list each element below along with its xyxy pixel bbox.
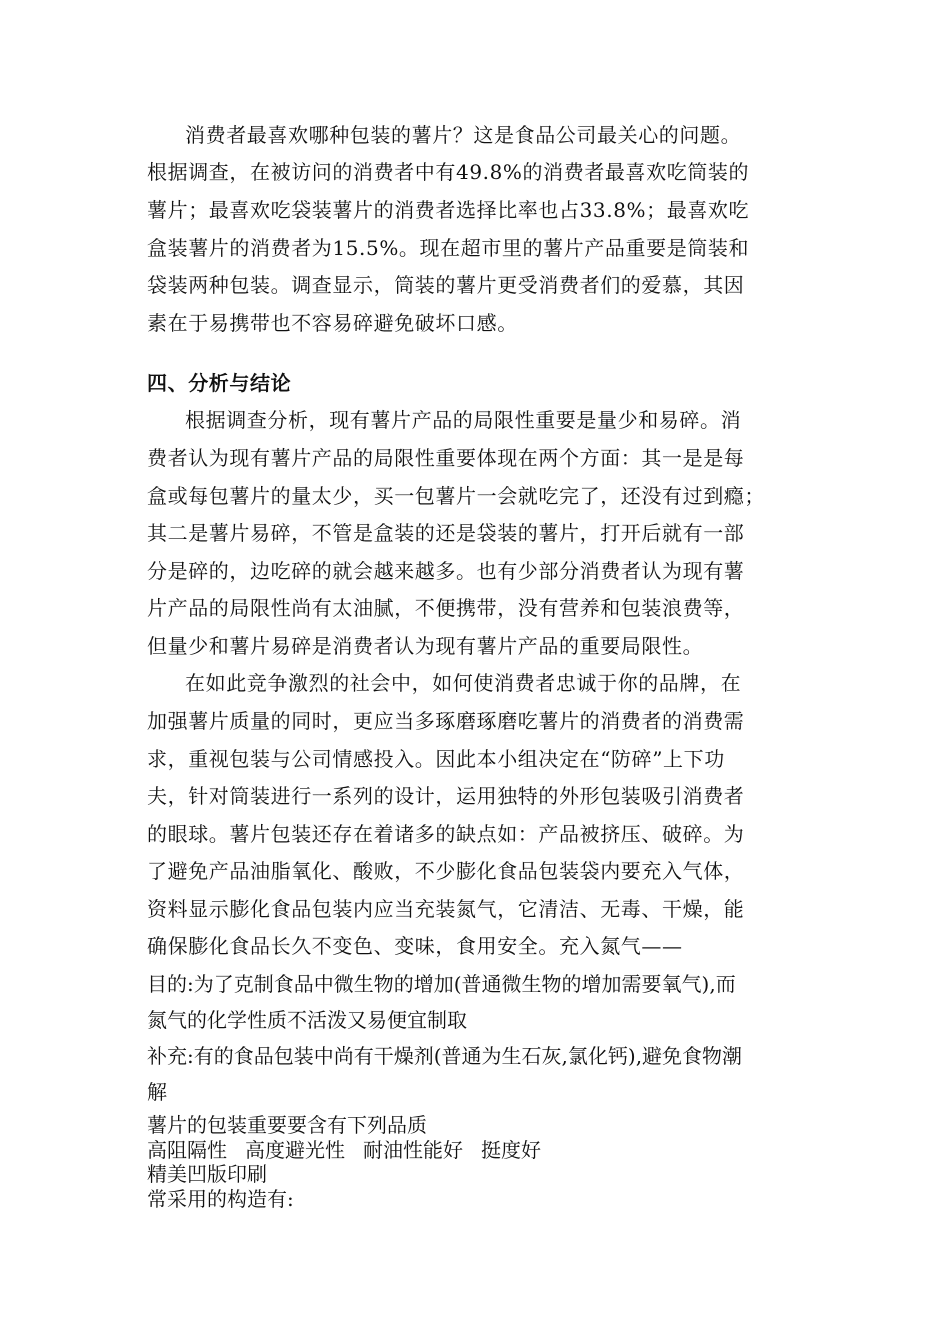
paragraph2-line-6: 片产品的局限性尚有太油腻，不便携带，没有营养和包装浪费等，	[147, 596, 745, 620]
paragraph2-line-1: 根据调查分析，现有薯片产品的局限性重要是量少和易碎。消	[185, 408, 742, 432]
paragraph3-line-5: 的眼球。薯片包装还存在着诸多的缺点如：产品被挤压、破碎。为	[147, 822, 745, 846]
paragraph3-line-4: 夫，针对筒装进行一系列的设计，运用独特的外形包装吸引消费者	[147, 784, 745, 808]
paragraph1-line-3: 薯片；最喜欢吃袋装薯片的消费者选择比率也占33.8%；最喜欢吃	[147, 198, 750, 222]
quality-item: 高度避光性	[245, 1138, 345, 1162]
quality-item: 耐油性能好	[363, 1138, 463, 1162]
qualities-intro: 薯片的包装重要要含有下列品质	[147, 1113, 427, 1137]
paragraph3-line-8: 确保膨化食品长久不变色、变味，食用安全。充入氮气——	[147, 934, 683, 958]
paragraph2-line-7: 但量少和薯片易碎是消费者认为现有薯片产品的重要局限性。	[147, 634, 704, 658]
quality-item: 高阻隔性	[147, 1138, 227, 1162]
paragraph1-line-4: 盒装薯片的消费者为15.5%。现在超市里的薯片产品重要是筒装和	[147, 236, 750, 260]
paragraph1-line-5: 袋装两种包装。调查显示，筒装的薯片更受消费者们的爱慕，其因	[147, 273, 745, 297]
supplement-line-2: 解	[147, 1080, 167, 1104]
paragraph3-line-6: 了避免产品油脂氧化、酸败，不少膨化食品包装袋内要充入气体，	[147, 859, 745, 883]
supplement-line-1: 补充:有的食品包装中尚有干燥剂(普通为生石灰,氯化钙),避免食物潮	[147, 1044, 743, 1068]
paragraph1-line-1: 消费者最喜欢哪种包装的薯片？这是食品公司最关心的问题。	[185, 123, 742, 147]
quality-item: 挺度好	[481, 1138, 541, 1162]
paragraph2-line-4: 其二是薯片易碎，不管是盒装的还是袋装的薯片，打开后就有一部	[147, 521, 745, 545]
paragraph1-line-2: 根据调查，在被访问的消费者中有49.8%的消费者最喜欢吃筒装的	[147, 160, 750, 184]
printing-line: 精美凹版印刷	[147, 1162, 267, 1186]
purpose-line-2: 氮气的化学性质不活泼又易便宜制取	[147, 1008, 467, 1032]
paragraph3-line-3: 求，重视包装与公司情感投入。因此本小组决定在“防碎”上下功	[147, 747, 725, 771]
paragraph3-line-1: 在如此竞争激烈的社会中，如何使消费者忠诚于你的品牌，在	[185, 671, 742, 695]
paragraph2-line-3: 盒或每包薯片的量太少，买一包薯片一会就吃完了，还没有过到瘾；	[147, 484, 765, 508]
paragraph1-line-6: 素在于易携带也不容易碎避免破坏口感。	[147, 311, 518, 335]
paragraph3-line-7: 资料显示膨化食品包装内应当充装氮气，它清洁、无毒、干燥，能	[147, 897, 745, 921]
section-heading: 四、分析与结论	[147, 371, 292, 395]
paragraph2-line-2: 费者认为现有薯片产品的局限性重要体现在两个方面：其一是是每	[147, 446, 745, 470]
purpose-line-1: 目的:为了克制食品中微生物的增加(普通微生物的增加需要氧气),而	[147, 972, 736, 996]
paragraph3-line-2: 加强薯片质量的同时，更应当多琢磨琢磨吃薯片的消费者的消费需	[147, 709, 745, 733]
paragraph2-line-5: 分是碎的，边吃碎的就会越来越多。也有少部分消费者认为现有薯	[147, 559, 745, 583]
structure-intro: 常采用的构造有:	[147, 1187, 294, 1211]
